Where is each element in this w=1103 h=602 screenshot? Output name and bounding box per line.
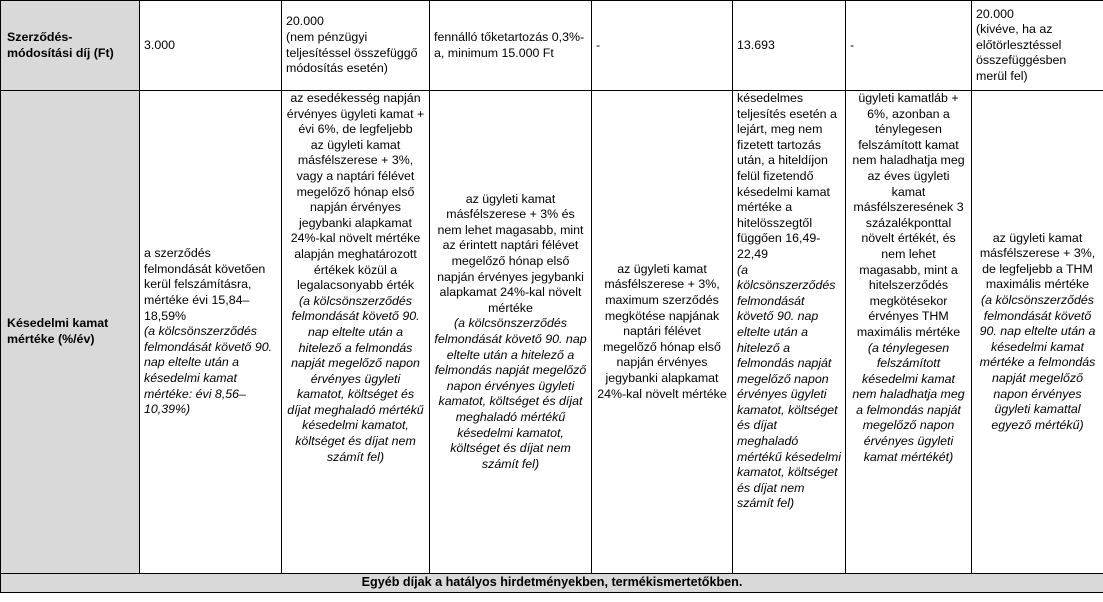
cell-note: (a ténylegesen felszámított késedelmi kamat nem haladhatja meg a felmondás napját megelőző napon érvényes ügyleti kamat mértékét) [852,340,965,464]
cell-text: a szerződés felmondását követően kerül felszámításra, mértéke évi 15,84–18,59% [144,246,266,323]
table-cell [592,91,733,574]
table-cell [846,91,972,574]
table-row [1,1,1103,91]
table-cell: 20.000 (nem pénzügyi teljesítéssel összefüggő módosítás esetén) [282,1,430,91]
table-footer-note: Egyéb díjak a hatályos hirdetményekben, termékismertetőkben. [1,574,1103,593]
cell-note: (a kölcsönszerződés felmondását követő 90. nap eltelte után a késedelmi kamat mértéke: évi 8,56–10,39%) [144,324,273,417]
cell-text: az ügyleti kamat másfélszerese + 3% és nem lehet magasabb, mint az érintett naptári félévet megelőző hónap első napján érvényes jegybanki alapkamat 24%-kal növelt mértéke [437,191,584,315]
table-row [1,574,1103,593]
row-header-modification-fee: Szerződés-módosítási díj (Ft) [1,1,140,91]
table-cell [733,91,846,574]
table-cell: 3.000 [140,1,282,91]
table-cell [972,91,1103,574]
table-cell: fennálló tőketartozás 0,3%-a, minimum 15.000 Ft [430,1,592,91]
cell-text: késedelmes teljesítés esetén a lejárt, meg nem fizetett tartozás után, a hiteldíjon felül fizetendő késedelmi kamat mértéke a hitelösszegtől függően 16,49-22,49 [737,91,837,261]
table-row [1,91,1103,574]
cell-text: az esedékesség napján érvényes ügyleti kamat + évi 6%, de legfeljebb az ügyleti kamat másfélszerese + 3%, vagy a naptári félévet megelőző hónap első napján érvényes jegybanki alapkamat 24%-kal növelt mértéke alapján meghatározott értékek közül a legalacsonyabb érték [286,91,425,293]
cell-note: (a kölcsönszerződés felmondását követő 90. nap eltelte után a hitelező a felmondás napját megelőző napon érvényes ügyleti kamatot, költséget és díjat meghaladó mértékű késedelmi kamatot, költséget és díjat nem számít fel) [737,262,841,511]
table-cell [140,91,282,574]
table-cell [282,91,430,574]
cell-text: az ügyleti kamat másfélszerese + 3%, de legfeljebb a THM maximális mértéke [979,230,1096,292]
cell-text: az ügyleti kamat másfélszerese + 3%, maximum szerződés megkötése napjának naptári félévet megelőző hónap első napján érvényes jegybanki alapkamat 24%-kal növelt mértéke [597,261,727,401]
cell-note: (a kölcsönszerződés felmondását követő 90. nap eltelte után a hitelező a felmondás napját megelőző napon érvényes ügyleti kamatot, költséget és díjat meghaladó mértékű késedelmi kamatot, költséget és díjat nem számít fel) [287,293,424,464]
table-cell: - [592,1,733,91]
table-cell: 13.693 [733,1,846,91]
row-header-late-interest: Késedelmi kamat mértéke (%/év) [1,91,140,574]
cell-text: ügyleti kamatláb + 6%, azonban a ténylegesen felszámított kamat nem haladhatja meg az éves ügyleti kamat másfélszeresének 3 százalékponttal növelt értékét, és nem lehet magasabb, mint a hitelszerződés megkötésekor érvényes THM maximális mértéke [852,91,965,339]
table-cell: - [846,1,972,91]
table-cell [430,91,592,574]
cell-note: (a kölcsönszerződés felmondását követő 90. nap eltelte után a hitelező a felmondás napját megelőző napon érvényes ügyleti kamatot, költséget és díjat meghaladó mértékű késedelmi kamatot, költséget és díjat nem számít fel) [434,316,587,471]
cell-note: (a kölcsönszerződés felmondását követő 90. nap eltelte után a késedelmi kamat mértéke a felmondás napját megelőző napon érvényes ügyleti kamattal egyező mértékű) [979,293,1096,432]
table-cell: 20.000 (kivéve, ha az előtörlesztéssel összefüggésben merül fel) [972,1,1103,91]
